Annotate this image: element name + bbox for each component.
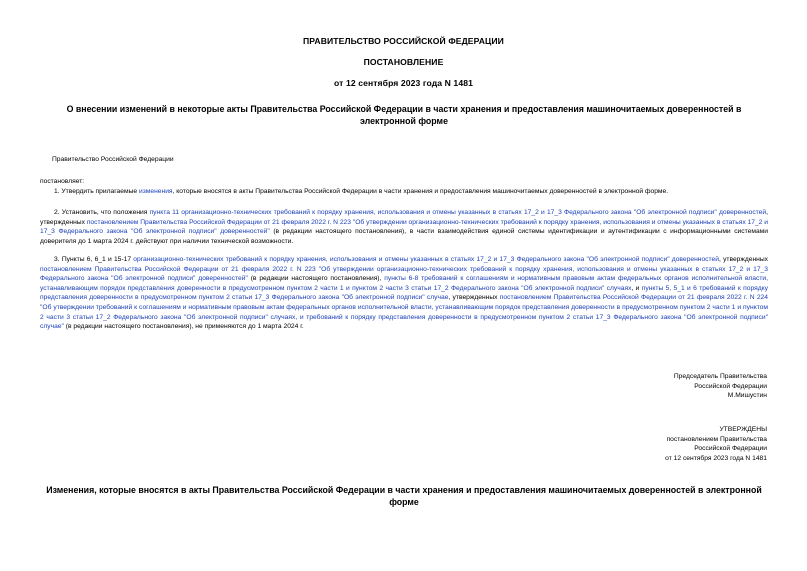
approved-org: Российской Федерации (694, 445, 767, 453)
link-p3-points-5-6[interactable]: пункты 5, 5_1 и 6 требований к порядку представления доверенности в предусмотренном пунктом 2 статьи 17_3 Федерального закона "Об электронной подписи" случае (40, 284, 768, 302)
p1-text-1: 1. Утвердить прилагаемые (54, 188, 139, 195)
approved-decree: постановлением Правительства (666, 435, 767, 443)
link-p3-points-6-8[interactable]: пункты 6-8 требований к соглашениям и нормативным правовым актам федеральных органов исполнительной власти, устанавливающим порядок представления доверенности в предусмотренном пунктом 2 части 1 и пунктом 2 части 3 статьи 17_2 Федерального закона "Об электронной подписи" случаях (40, 275, 768, 292)
link-p2-decree-223[interactable]: постановлением Правительства Российской Федерации от 21 февраля 2022 г. N 223 "Об утверждении организационно-технических требований к порядку хранения, использования и отмены указанных в статьях 17_2 и 17_3 Федерального закона "Об электронной подписи" доверенностей" (40, 218, 768, 236)
approved-label: УТВЕРЖДЕНЫ (719, 426, 767, 433)
p3-text-3: (в редакции настоящего постановления), (247, 275, 385, 283)
p1-text-2: , которые вносятся в акты Правительства Российской Федерации в части хранения и предоставления машиночитаемых доверенностей в электронной форме. (172, 188, 669, 195)
document-title: О внесении изменений в некоторые акты Правительства Российской Федерации в части хранения и предоставления машиночитаемых доверенностей в электронной форме (66, 104, 742, 126)
signature-name: М.Мишустин (727, 392, 767, 400)
signature-block (674, 372, 767, 401)
signature-position: Председатель Правительства (673, 373, 767, 380)
p3-text-2: , утвержденных (718, 256, 769, 263)
paragraph-3 (40, 255, 768, 332)
preamble-subject: Правительство Российской Федерации (52, 156, 174, 163)
p3-text-1: 3. Пункты 6, 6_1 и 15-17 (54, 256, 134, 263)
signature-org: Российской Федерации (694, 382, 767, 390)
link-p3-decree-224[interactable]: постановлением Правительства Российской Федерации от 21 февраля 2022 г. N 224 "Об утверждении требований к соглашениям и нормативным правовым актам федеральных органов исполнительной власти, устанавливающим порядок представления доверенности в предусмотренном пунктом 2 части 1 и пунктом 2 части 3 статьи 17_2 Федерального закона "Об электронной подписи" случаях, и требований к порядку представления доверенности в предусмотренном пунктом 2 статьи 17_3 Федерального закона "Об электронной подписи" случае" (40, 294, 768, 331)
link-p2-requirements[interactable]: пункта 11 организационно-технических требований к порядку хранения, использования и отмены указанных в статьях 17_2 и 17_3 Федерального закона "Об электронной подписи" доверенностей (149, 209, 767, 216)
p2-text-3: (в редакции настоящего постановления), в части взаимодействия единой системы идентификации и аутентификации с информационными системами доверителя до 1 марта 2024 г. действуют при наличии технической возможности. (40, 228, 768, 245)
p2-text-2: , утвержденных (40, 209, 768, 226)
p3-text-6: (в редакции настоящего постановления), не применяются до 1 марта 2024 г. (63, 323, 304, 331)
preamble-decides: постановляет: (40, 178, 85, 185)
approved-block (665, 425, 767, 463)
p3-text-4: , и (631, 284, 642, 292)
p2-text-1: 2. Установить, что положения (54, 209, 150, 216)
link-p3-decree-223[interactable]: постановлением Правительства Российской Федерации от 21 февраля 2022 г. N 223 "Об утверждении организационно-технических требований к порядку хранения, использования и отмены указанных в статьях 17_2 и 17_3 Федерального закона "Об электронной подписи" доверенностей" (40, 265, 768, 283)
government-heading: ПРАВИТЕЛЬСТВО РОССИЙСКОЙ ФЕДЕРАЦИИ (303, 36, 504, 46)
changes-title: Изменения, которые вносятся в акты Правительства Российской Федерации в части хранения и предоставления машиночитаемых доверенностей в электронной форме (46, 485, 762, 507)
paragraph-1 (40, 187, 768, 197)
date-number-heading: от 12 сентября 2023 года N 1481 (334, 78, 473, 88)
link-p3-requirements[interactable]: организационно-технических требований к порядку хранения, использования и отмены указанных в статьях 17_2 и 17_3 Федерального закона "Об электронной подписи" доверенностей (133, 256, 719, 263)
p3-text-5: , утвержденных (448, 294, 500, 302)
paragraph-2 (40, 208, 768, 246)
approved-date: от 12 сентября 2023 года N 1481 (665, 454, 767, 462)
doc-type-heading: ПОСТАНОВЛЕНИЕ (363, 57, 444, 67)
link-changes[interactable]: изменения (138, 188, 173, 195)
